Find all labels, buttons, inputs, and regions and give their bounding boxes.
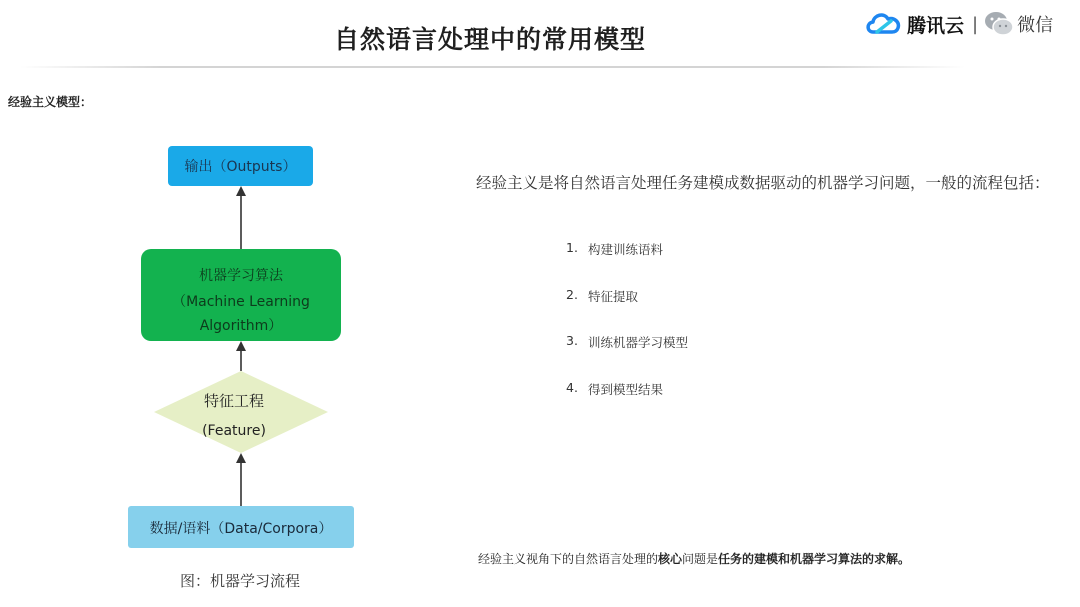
step-number: 3. xyxy=(566,333,578,348)
intro-paragraph: 经验主义是将自然语言处理任务建模成数据驱动的机器学习问题，一般的流程包括： xyxy=(476,174,1050,192)
node-algorithm-label-en-1: （Machine Learning xyxy=(172,294,310,310)
arrow-algorithm-to-outputs xyxy=(236,186,246,249)
brand-separator: | xyxy=(972,13,979,35)
arrow-feature-to-algorithm xyxy=(236,341,246,371)
step-text: 构建训练语料 xyxy=(588,242,664,257)
section-label: 经验主义模型： xyxy=(8,95,93,109)
footer-emphasis: 核心 xyxy=(658,552,683,566)
ml-flow-diagram xyxy=(0,0,440,565)
footer-note xyxy=(478,550,910,567)
arrow-data-to-feature xyxy=(236,453,246,506)
node-feature-label-cn: 特征工程 xyxy=(203,392,265,410)
step-number: 4. xyxy=(566,379,578,395)
step-number: 2. xyxy=(566,286,578,302)
tencent-cloud-label: 腾讯云 xyxy=(907,14,965,37)
step-text: 特征提取 xyxy=(588,288,639,304)
node-feature xyxy=(154,371,328,453)
footer-emphasis: 任务的建模和机器学习算法的求解。 xyxy=(718,552,911,566)
node-outputs-label: 输出（Outputs） xyxy=(184,159,297,175)
node-algorithm xyxy=(141,249,341,341)
step-number: 1. xyxy=(566,240,578,255)
node-algorithm-label-cn: 机器学习算法 xyxy=(199,268,283,284)
node-feature-diamond xyxy=(154,371,328,453)
node-algorithm-label-en-2: Algorithm） xyxy=(199,318,283,334)
brand-bar xyxy=(864,8,1053,40)
node-outputs xyxy=(168,146,313,186)
list-item xyxy=(566,240,688,287)
step-text: 训练机器学习模型 xyxy=(588,335,689,350)
list-item xyxy=(566,380,688,427)
list-item xyxy=(566,287,688,334)
wechat-label: 微信 xyxy=(1017,15,1054,36)
diagram-caption: 图：机器学习流程 xyxy=(179,572,300,590)
wechat-icon xyxy=(984,10,1014,38)
footer-text: 经验主义视角下的自然语言处理的 xyxy=(478,552,659,566)
tencent-cloud-icon xyxy=(864,9,904,39)
steps-list xyxy=(566,240,688,426)
node-data xyxy=(128,506,354,548)
node-feature-label-en: (Feature) xyxy=(202,423,266,439)
step-text: 得到模型结果 xyxy=(588,381,664,397)
footer-text: 问题是 xyxy=(682,552,719,566)
list-item xyxy=(566,333,688,380)
page-title: 自然语言处理中的常用模型 xyxy=(333,25,646,54)
node-data-label: 数据/语料（Data/Corpora） xyxy=(149,521,333,537)
